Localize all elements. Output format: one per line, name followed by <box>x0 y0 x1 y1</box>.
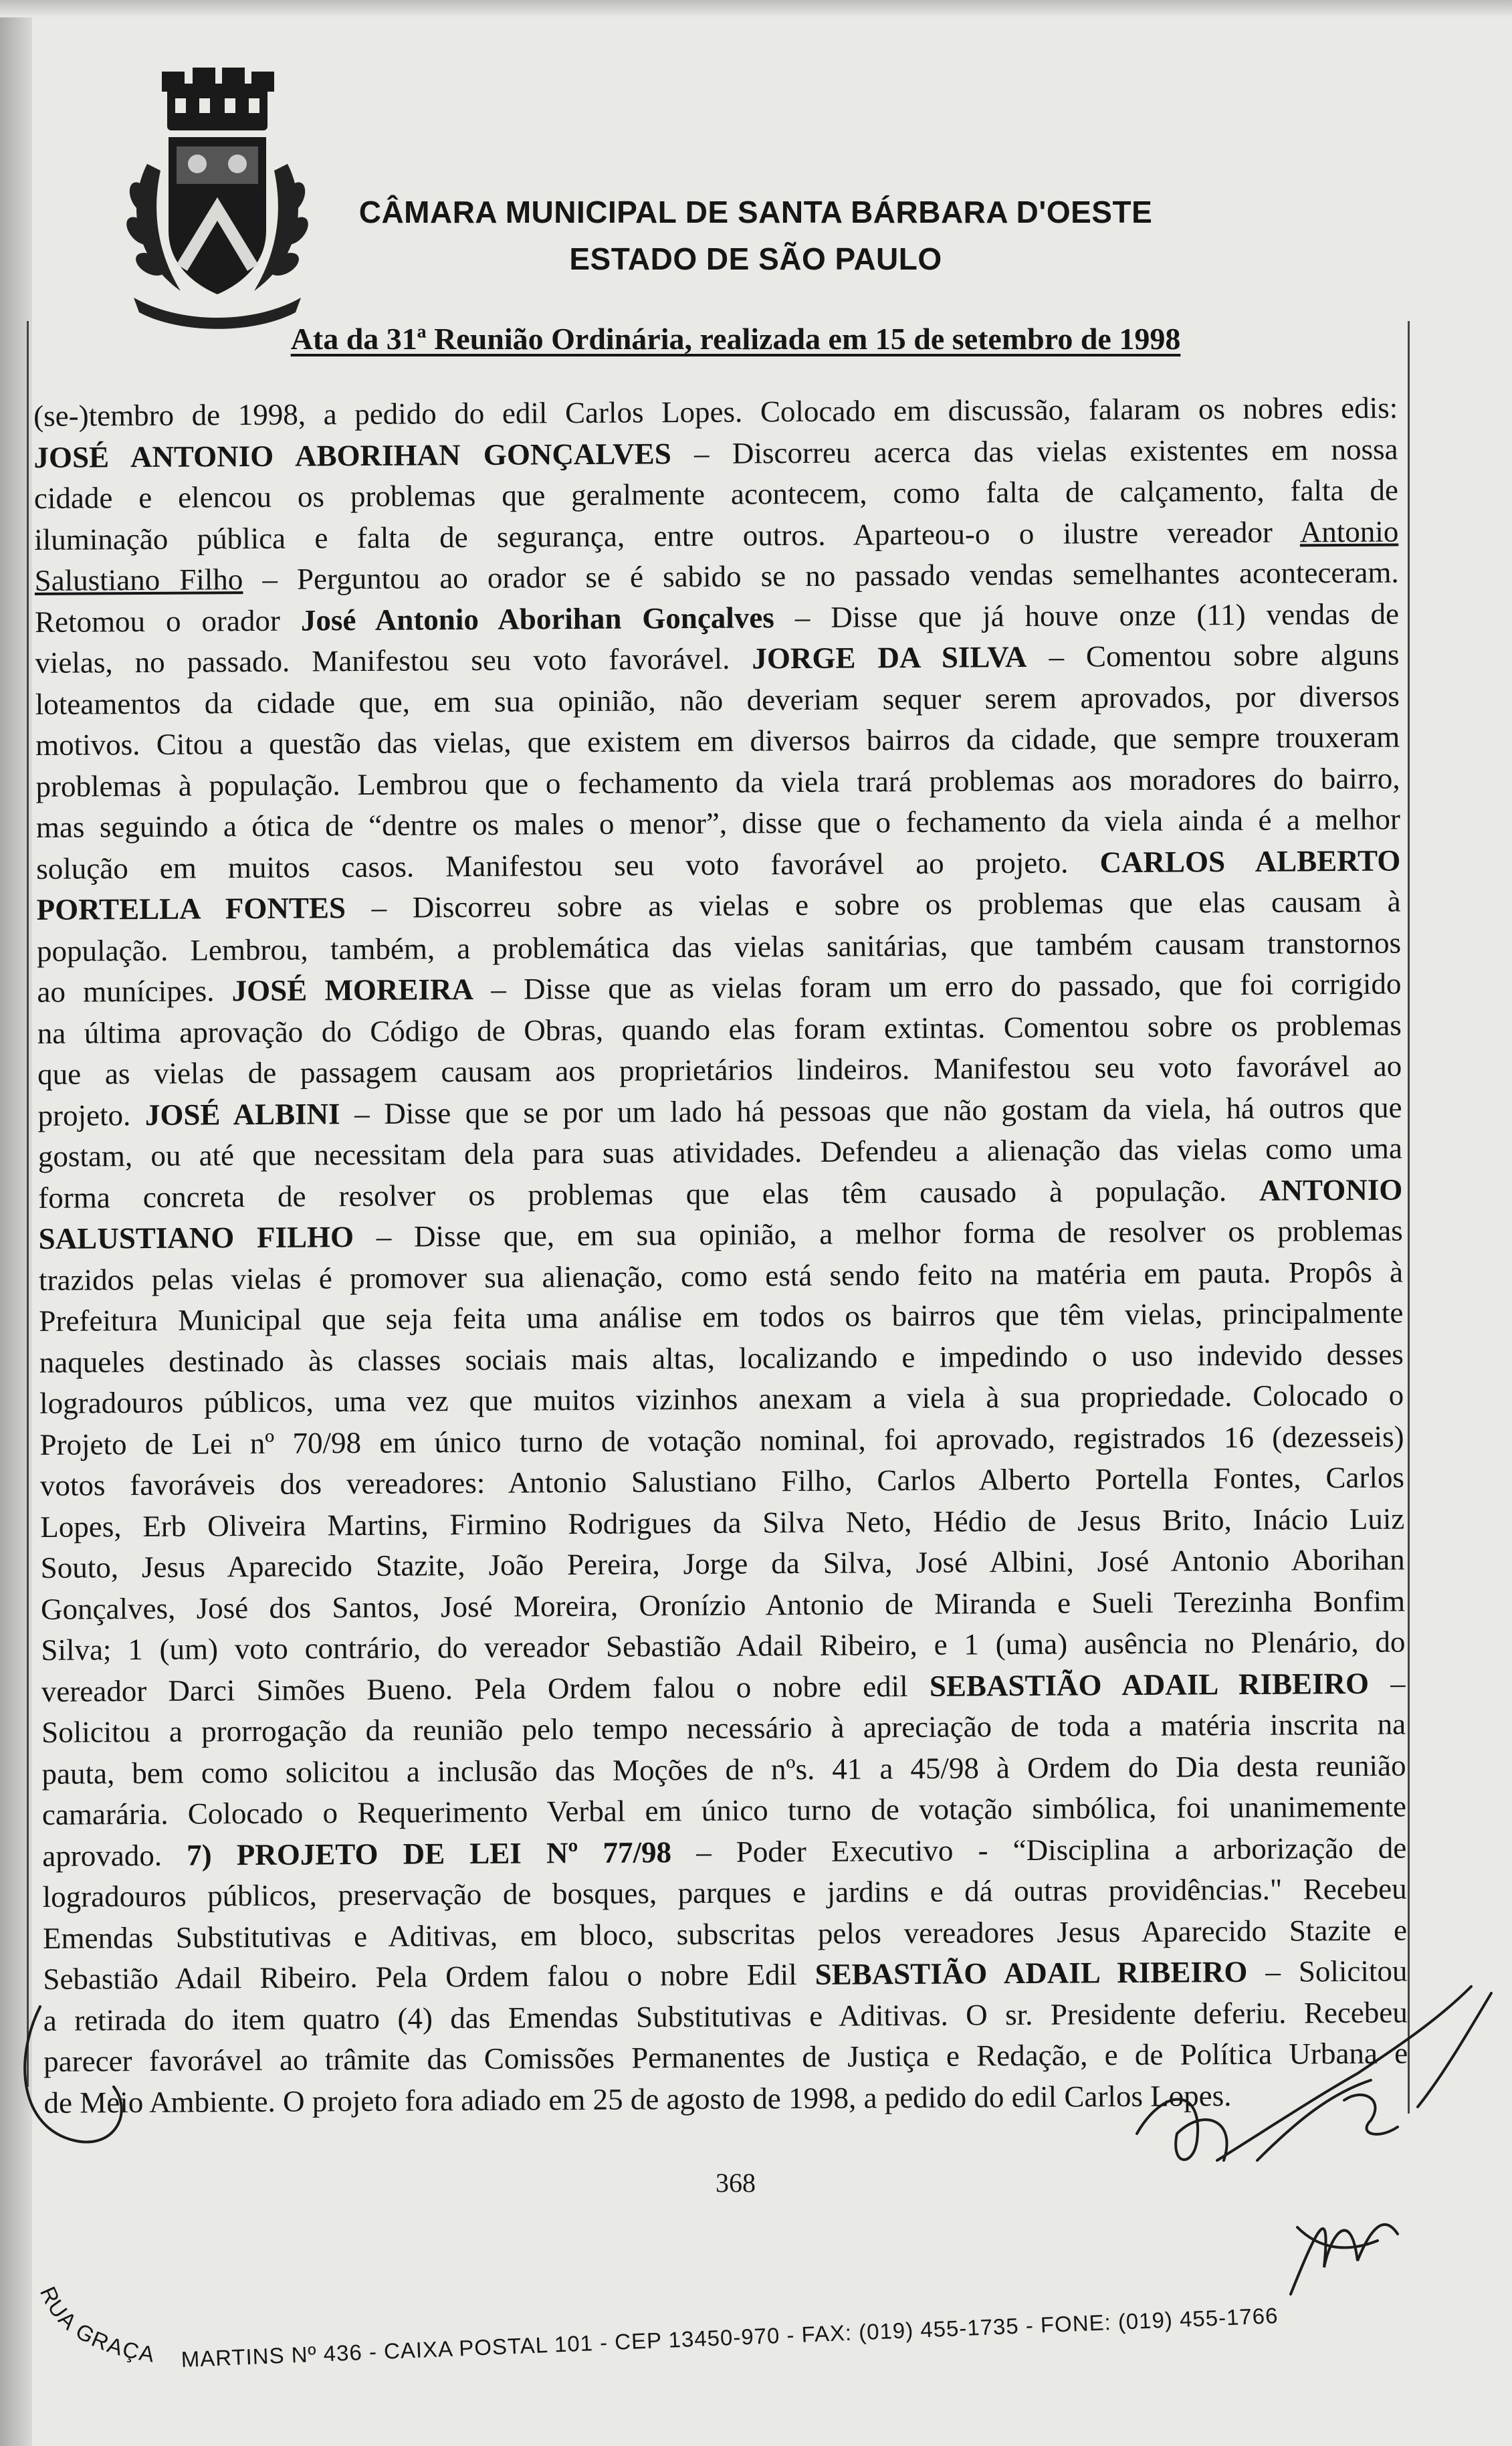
text-segment: logradouros públicos, uma vez que muitos vizinhos anexam a viela à sua propriedade. Colocado o <box>39 1378 1404 1420</box>
scan-edge-top <box>0 0 1512 17</box>
text-segment: solução em muitos casos. Manifestou seu voto favorável ao projeto. <box>36 845 1100 886</box>
text-segment: – Comentou sobre alguns <box>1027 637 1400 674</box>
text-segment: iluminação pública e falta de segurança, entre outros. Aparteou-o o ilustre vereador <box>34 514 1300 556</box>
text-segment: de Meio Ambiente. O projeto fora adiado em 25 de agosto de 1998, a pedido do edil Carlos Lopes. <box>43 2078 1232 2120</box>
text-segment: logradouros públicos, preservação de bosques, parques e jardins e dá outras providências." Recebeu <box>42 1871 1407 1914</box>
text-segment: Sebastião Adail Ribeiro. Pela Ordem falou o nobre Edil <box>43 1957 815 1996</box>
text-line <box>43 2074 1408 2124</box>
text-segment: Souto, Jesus Aparecido Stazite, João Pereira, Jorge da Silva, José Albini, José Antonio Aborihan <box>40 1542 1405 1585</box>
text-segment: ao munícipes. <box>37 974 232 1009</box>
text-segment: – Discorreu sobre as vielas e sobre os problemas que elas causam à <box>345 884 1401 925</box>
footer-address <box>27 2277 1498 2378</box>
text-segment: a retirada do item quatro (4) das Emendas Substitutivas e Aditivas. O sr. Presidente deferiu. Recebeu <box>43 1995 1408 2037</box>
text-segment: – Disse que, em sua opinião, a melhor forma de resolver os problemas <box>353 1213 1403 1254</box>
bold-segment: CARLOS ALBERTO <box>1099 843 1401 879</box>
bold-segment: JORGE DA SILVA <box>752 639 1027 676</box>
letterhead-state: ESTADO DE SÃO PAULO <box>569 241 942 276</box>
bold-segment: PORTELLA FONTES <box>36 891 346 926</box>
text-segment: – Disse que as vielas foram um erro do passado, que foi corrigido <box>473 966 1402 1006</box>
text-segment: – Discorreu acerca das vielas existentes em nossa <box>671 432 1398 470</box>
text-segment: – <box>1368 1666 1406 1700</box>
text-segment: (se-)tembro de 1998, a pedido do edil Carlos Lopes. Colocado em discussão, falaram os nobres edis: <box>33 391 1398 433</box>
bold-segment: SALUSTIANO FILHO <box>38 1220 354 1255</box>
letterhead-institution: CÂMARA MUNICIPAL DE SANTA BÁRBARA D'OESTE <box>358 195 1153 229</box>
underlined-segment: Salustiano Filho <box>34 563 243 597</box>
coat-of-arms-icon <box>120 64 314 331</box>
text-segment: que as vielas de passagem causam aos proprietários lindeiros. Manifestou seu voto favorável ao <box>37 1049 1402 1091</box>
text-segment: camarária. Colocado o Requerimento Verbal em único turno de votação simbólica, foi unanimemente <box>41 1789 1407 1831</box>
bold-segment: JOSÉ ALBINI <box>144 1096 340 1132</box>
text-segment: loteamentos da cidade que, em sua opinião, não deveriam sequer serem aprovados, por diversos <box>35 679 1400 721</box>
text-segment: vereador Darci Simões Bueno. Pela Ordem falou o nobre edil <box>41 1669 930 1708</box>
text-segment: motivos. Citou a questão das vielas, que existem em diversos bairros da cidade, que sempre trouxeram <box>35 720 1400 762</box>
text-segment: pauta, bem como solicitou a inclusão das Moções de nºs. 41 a 45/98 à Ordem do Dia desta reunião <box>41 1748 1406 1791</box>
bold-segment: JOSÉ ANTONIO ABORIHAN GONÇALVES <box>33 436 671 474</box>
footer-address-line: MARTINS Nº 436 - CAIXA POSTAL 101 - CEP 13450-970 - FAX: (019) 455-1735 - FONE: (019) 455-1766 <box>181 2303 1279 2372</box>
text-segment: naqueles destinado às classes sociais mais altas, localizando e impedindo o uso indevido desses <box>39 1337 1404 1379</box>
minutes-body-text <box>33 388 1408 2124</box>
text-segment: – Disse que já houve onze (11) vendas de <box>774 597 1400 634</box>
text-segment: parecer favorável ao trâmite das Comissões Permanentes de Justiça e Redação, e de Política Urbana e <box>43 2036 1408 2078</box>
letterhead <box>321 189 1190 282</box>
text-segment: Emendas Substitutivas e Aditivas, em bloco, subscritas pelos vereadores Jesus Aparecido Stazite e <box>42 1912 1408 1955</box>
text-segment: – Disse que se por um lado há pessoas que não gostam da viela, há outros que <box>340 1090 1402 1130</box>
text-segment: mas seguindo a ótica de “dentre os males o menor”, disse que o fechamento da viela ainda é a melhor <box>35 802 1401 844</box>
text-segment: na última aprovação do Código de Obras, quando elas foram extintas. Comentou sobre os problemas <box>37 1008 1402 1050</box>
text-segment: aprovado. <box>42 1838 187 1873</box>
text-segment: projeto. <box>37 1098 146 1132</box>
bold-segment: SEBASTIÃO ADAIL RIBEIRO <box>929 1666 1370 1703</box>
frame-rule-left <box>27 321 29 2087</box>
bold-segment: ANTONIO <box>1259 1173 1403 1207</box>
bold-segment: José Antonio Aborihan Gonçalves <box>300 600 774 637</box>
text-segment: – Solicitou <box>1247 1954 1408 1989</box>
text-segment: votos favoráveis dos vereadores: Antonio Salustiano Filho, Carlos Alberto Portella Fontes, Carlos <box>39 1460 1405 1502</box>
text-segment: cidade e elencou os problemas que geralmente acontecem, como falta de calçamento, falta de <box>33 473 1399 515</box>
frame-rule-right <box>1408 321 1410 2114</box>
text-segment: Lopes, Erb Oliveira Martins, Firmino Rodrigues da Silva Neto, Hédio de Jesus Brito, Inácio Luiz <box>40 1502 1405 1544</box>
text-segment: forma concreta de resolver os problemas que elas têm causado à população. <box>38 1173 1260 1215</box>
text-segment: Silva; 1 (um) voto contrário, do vereador Sebastião Adail Ribeiro, e 1 (uma) ausência no Plenário, do <box>41 1625 1406 1667</box>
footer-street-prefix <box>27 2277 174 2378</box>
text-segment: Projeto de Lei nº 70/98 em único turno de votação nominal, foi aprovado, registrados 16 (dezesseis) <box>39 1419 1404 1461</box>
page-number: 368 <box>716 2168 756 2198</box>
bold-segment: 7) PROJETO DE LEI Nº 77/98 <box>187 1835 672 1872</box>
text-segment: Prefeitura Municipal que seja feita uma análise em todos os bairros que têm vielas, principalmente <box>39 1296 1404 1338</box>
text-segment: Retomou o orador <box>34 603 302 639</box>
text-segment: vielas, no passado. Manifestou seu voto favorável. <box>35 641 752 680</box>
text-segment: gostam, ou até que necessitam dela para suas atividades. Defendeu a alienação das vielas como uma <box>37 1131 1403 1173</box>
meeting-title: Ata da 31ª Reunião Ordinária, realizada em 15 de setembro de 1998 <box>290 322 1181 356</box>
text-segment: trazidos pelas vielas é promover sua alienação, como está sendo feito na matéria em pauta. Propôs à <box>38 1255 1404 1297</box>
text-segment: população. Lembrou, também, a problemática das vielas sanitárias, que também causam transtornos <box>36 926 1402 968</box>
text-segment: – Poder Executivo - “Disciplina a arborização de <box>671 1830 1407 1869</box>
underlined-segment: Antonio <box>1299 514 1399 548</box>
bold-segment: SEBASTIÃO ADAIL RIBEIRO <box>815 1954 1248 1991</box>
text-segment: Solicitou a prorrogação da reunião pelo tempo necessário à apreciação de toda a matéria inscrita na <box>41 1707 1406 1749</box>
bold-segment: JOSÉ MOREIRA <box>231 972 474 1008</box>
text-segment: Gonçalves, José dos Santos, José Moreira, Oronízio Antonio de Miranda e Sueli Terezinha Bonfim <box>40 1584 1406 1626</box>
text-segment: problemas à população. Lembrou que o fechamento da viela trará problemas aos moradores do bairro, <box>35 761 1400 803</box>
svg-text:RUA GRAÇA: RUA GRAÇA <box>35 2283 158 2367</box>
text-segment: – Perguntou ao orador se é sabido se no passado vendas semelhantes aconteceram. <box>243 555 1399 597</box>
